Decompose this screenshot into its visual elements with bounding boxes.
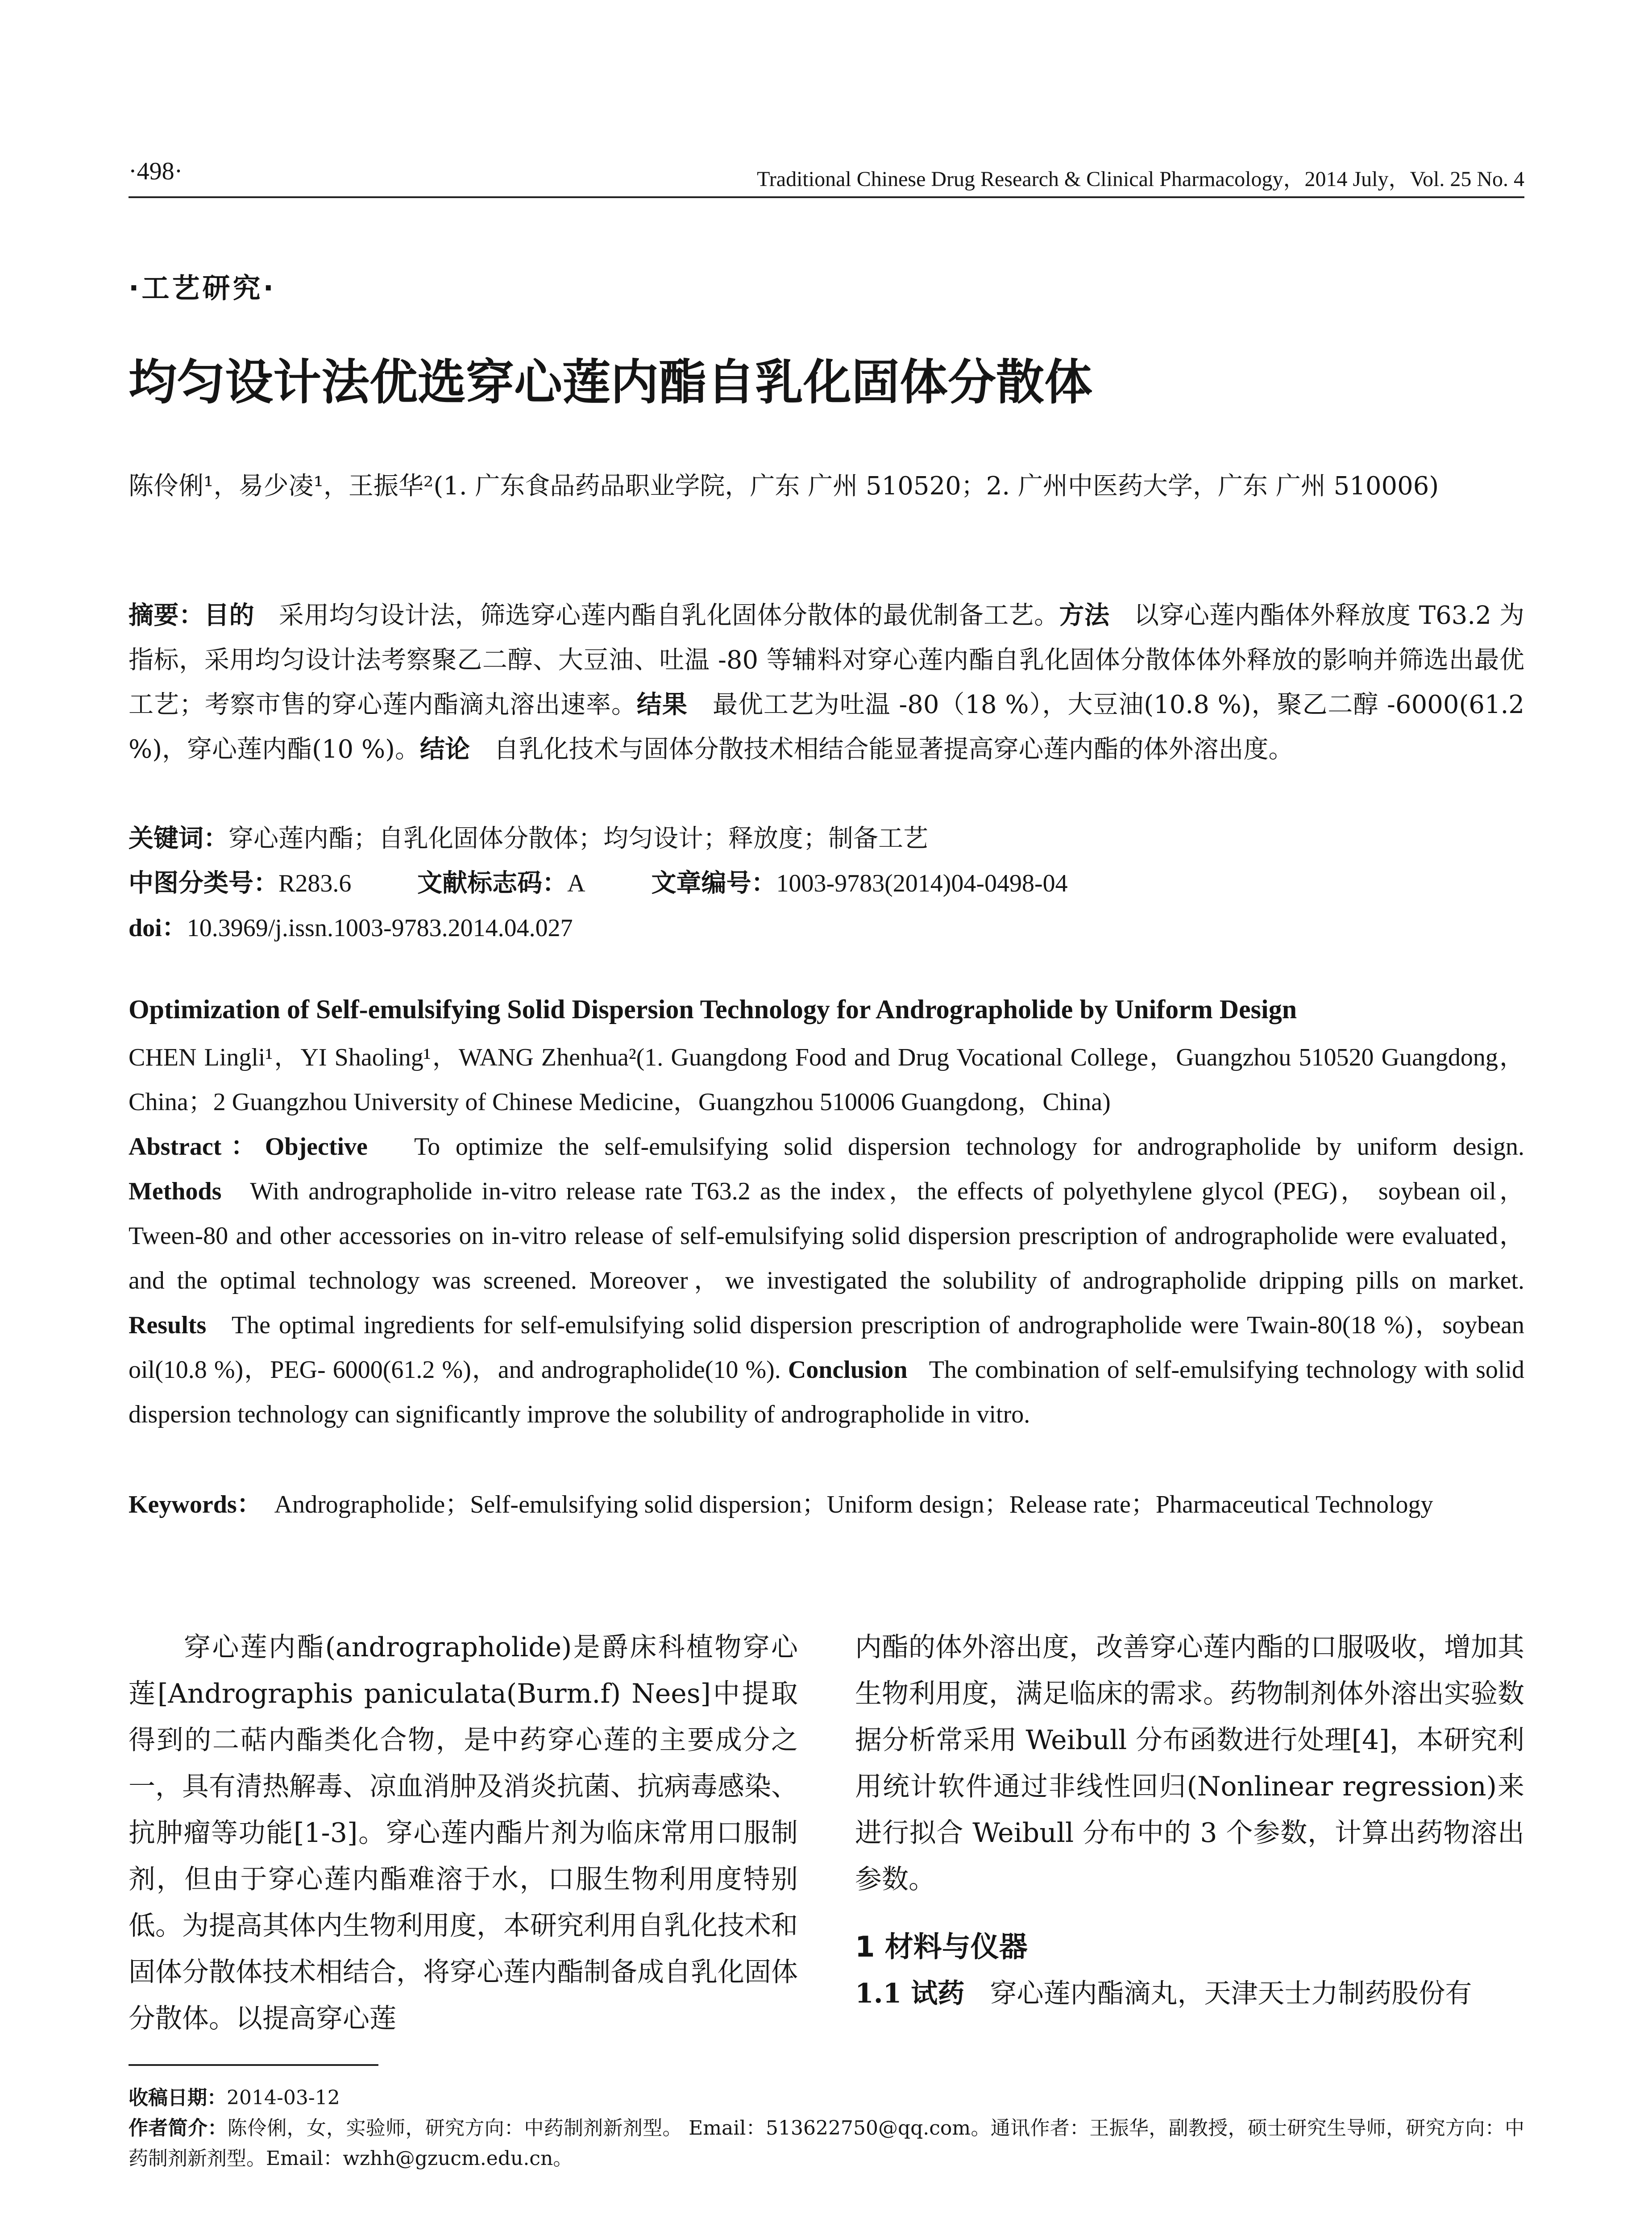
abstract-en-conclusion: The combination of self-emulsifying technology with solid dispersion technology can significantly improve the solubility of andrographolide in vitro. [129,1356,1524,1428]
abstract-cn-objective: 采用均匀设计法，筛选穿心莲内酯自乳化固体分散体的最优制备工艺。 [278,601,1059,630]
author-info-text: 陈伶俐，女，实验师，研究方向：中药制剂新剂型。 Email：513622750@qq.com。通讯作者：王振华，副教授，硕士研究生导师，研究方向：中药制剂新剂型。Email：wzhh@gzucm.edu.cn。 [129,2117,1525,2170]
article-number-label: 文章编号： [651,869,776,898]
abstract-en-methods-label: Methods [129,1178,222,1205]
classification-line [129,861,1524,906]
article-title-cn: 均匀设计法优选穿心莲内酯自乳化固体分散体 [129,355,1093,411]
received-date: 2014-03-12 [227,2086,340,2109]
header-rule [129,196,1524,198]
keywords-en [129,1482,1524,1527]
authors-cn: 陈伶俐¹，易少凌¹，王振华²(1. 广东食品药品职业学院，广东 广州 510520；2. 广州中医药大学，广东 广州 510006) [129,472,1439,501]
doi-value[interactable]: 10.3969/j.issn.1003-9783.2014.04.027 [187,914,573,942]
doc-code-value: A [567,870,585,897]
body-left-column [129,1624,798,2042]
doi-label: doi： [129,914,187,942]
clc-label: 中图分类号： [129,869,278,898]
footnote-author [129,2113,1524,2174]
abstract-cn-label: 摘要： [129,601,204,630]
section-1-1-text: 穿心莲内酯滴丸，天津天士力制药股份有 [990,1978,1472,2009]
section-1-heading: 1 材料与仪器 [855,1931,1028,1964]
section-label: ·工艺研究· [129,272,277,304]
page-number: ·498· [129,158,183,185]
abstract-cn-conclusion-label: 结论 [420,735,470,764]
abstract-cn-results-label: 结果 [636,690,688,719]
article-title-en: Optimization of Self-emulsifying Solid Dispersion Technology for Andrographolide by Uniform Design [129,995,1297,1024]
journal-running-header: Traditional Chinese Drug Research & Clinical Pharmacology，2014 July，Vol. 25 No. 4 [757,167,1524,191]
authors-en: CHEN Lingli¹，YI Shaoling¹，WANG Zhenhua²(1. Guangdong Food and Drug Vocational College，Guangzhou 510520 Guangdong，China；2 Guangzhou University of Chinese Medicine，Guangzhou 510006 Guangdong，China) [129,1044,1525,1116]
abstract-en-results: The optimal ingredients for self-emulsifying solid dispersion prescription of andrographolide were Twain-80(18 %)，soybean oil(10.8 %)，PEG- 6000(61.2 %)，and andrographolide(10 %). [129,1311,1525,1384]
section-1-1-paragraph [855,1970,1524,2017]
received-label: 收稿日期： [129,2086,227,2109]
abstract-en-objective-label: Objective [265,1133,368,1161]
abstract-en-label: Abstract： [129,1133,265,1161]
abstract-cn-results: 最优工艺为吐温 -80（18 %），大豆油(10.8 %)，聚乙二醇 -6000(61.2 %)，穿心莲内酯(10 %)。 [129,690,1525,764]
abstract-en [129,1124,1524,1437]
abstract-cn-methods-label: 方法 [1059,601,1110,630]
abstract-en-objective: To optimize the self-emulsifying solid dispersion technology for andrographolide by uniform design. [414,1133,1525,1161]
article-number-value: 1003-9783(2014)04-0498-04 [776,870,1068,897]
abstract-cn-methods: 以穿心莲内酯体外释放度 T63.2 为指标，采用均匀设计法考察聚乙二醇、大豆油、吐温 -80 等辅料对穿心莲内酯自乳化固体分散体体外释放的影响并筛选出最优工艺；考察市售的穿心莲内酯滴丸溶出速率。 [129,601,1525,719]
body-right-column [855,1624,1524,2017]
intro-paragraph-left: 穿心莲内酯(andrographolide)是爵床科植物穿心莲[Andrographis paniculata(Burm.f) Nees]中提取得到的二萜内酯类化合物，是中药穿心莲的主要成分之一，具有清热解毒、凉血消肿及消炎抗菌、抗病毒感染、抗肿瘤等功能[1-3]。穿心莲内酯片剂为临床常用口服制剂，但由于穿心莲内酯难溶于水，口服生物利用度特别低。为提高其体内生物利用度，本研究利用自乳化技术和固体分散体技术相结合，将穿心莲内酯制备成自乳化固体分散体。以提高穿心莲 [129,1632,798,2034]
abstract-en-results-label: Results [129,1311,207,1339]
abstract-en-conclusion-label: Conclusion [788,1356,908,1384]
footnote-rule [129,2064,378,2066]
abstract-cn [129,593,1524,772]
keywords-cn [129,817,1524,861]
doi-line [129,906,573,950]
keywords-cn-text: 穿心莲内酯；自乳化固体分散体；均匀设计；释放度；制备工艺 [228,824,928,853]
section-1-1-label: 1.1 试药 [855,1978,965,2009]
footnote-received [129,2083,340,2113]
abstract-en-methods: With andrographolide in-vitro release rate T63.2 as the index，the effects of polyethylene glycol (PEG)， soybean oil， Tween-80 and other accessories on in-vitro release of self-emulsifying solid dispersion prescription of andrographolide were evaluated，and the optimal technology was screened. Moreover，we investigated the solubility of andrographolide dripping pills on market. [129,1178,1525,1294]
keywords-cn-label: 关键词： [129,824,228,853]
doc-code-label: 文献标志码： [417,869,568,898]
intro-paragraph-right: 内酯的体外溶出度，改善穿心莲内酯的口服吸收，增加其生物利用度，满足临床的需求。药物制剂体外溶出实验数据分析常采用 Weibull 分布函数进行处理[4]，本研究利用统计软件通过非线性回归(Nonlinear regression)来进行拟合 Weibull 分布中的 3 个参数，计算出药物溶出参数。 [855,1632,1524,1895]
abstract-cn-objective-label: 目的 [204,601,255,630]
clc-value: R283.6 [278,870,352,897]
keywords-en-text: Andrographolide；Self-emulsifying solid dispersion；Uniform design；Release rate；Pharmaceutical Technology [274,1491,1433,1518]
author-info-label: 作者简介： [129,2117,228,2140]
abstract-cn-conclusion: 自乳化技术与固体分散技术相结合能显著提高穿心莲内酯的体外溶出度。 [494,735,1294,764]
keywords-en-label: Keywords： [129,1491,262,1518]
